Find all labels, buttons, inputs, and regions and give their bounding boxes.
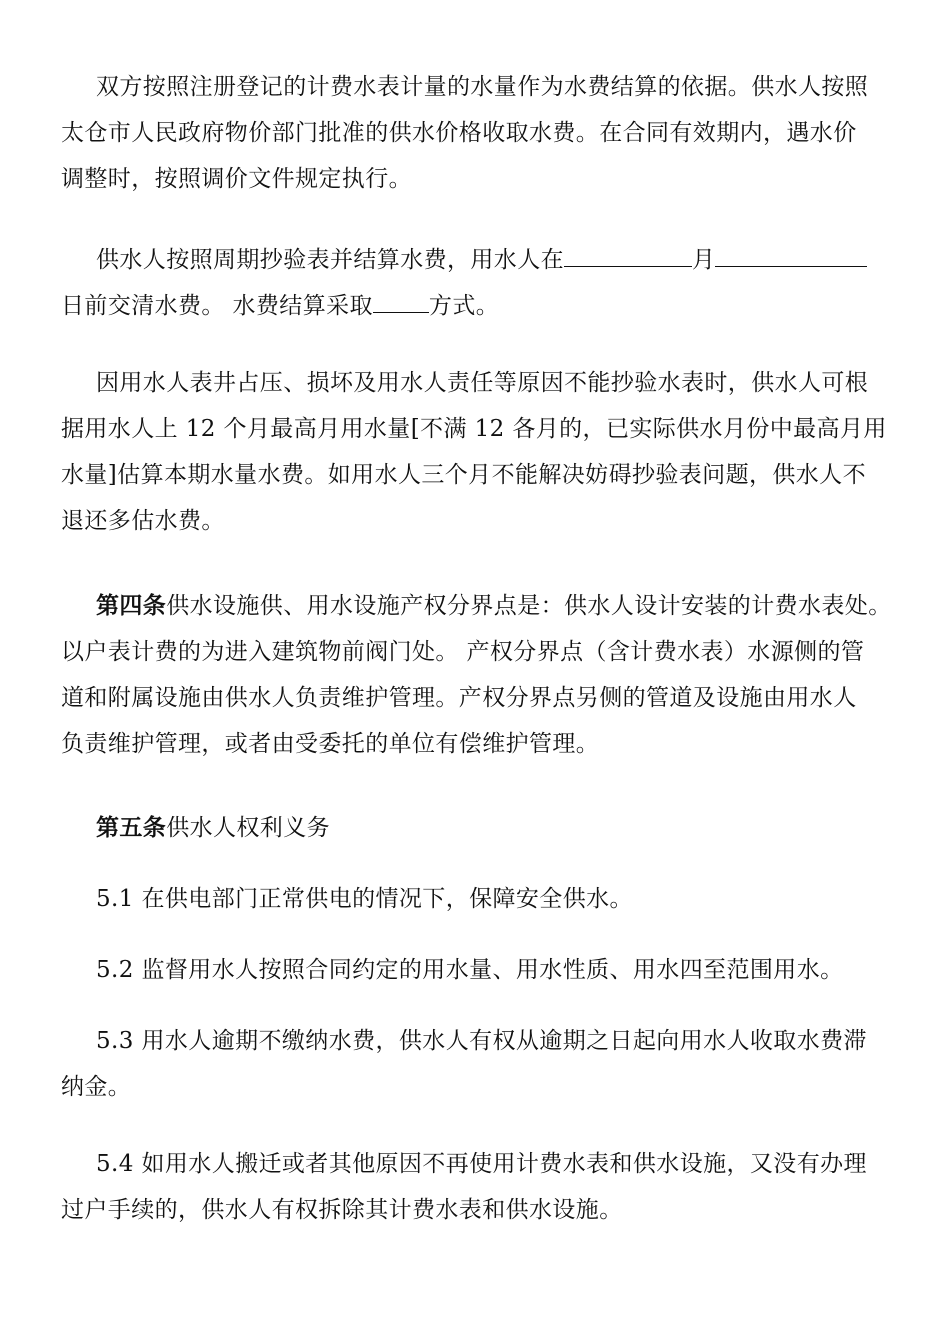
text-line: 水量]估算本期水量水费。如用水人三个月不能解决妨碍抄验表问题，供水人不 bbox=[61, 462, 866, 488]
paragraph-water-fee-basis bbox=[61, 64, 891, 202]
settlement-method-blank-field bbox=[373, 290, 429, 313]
day-blank-field bbox=[715, 244, 867, 267]
text-line bbox=[61, 583, 891, 629]
clause-5-1 bbox=[61, 876, 891, 922]
text-line: 过户手续的，供水人有权拆除其计费水表和供水设施。 bbox=[61, 1197, 623, 1223]
text-line: 道和附属设施由供水人负责维护管理。产权分界点另侧的管道及设施由用水人 bbox=[61, 685, 857, 711]
text-segment: 供水设施供、用水设施产权分界点是：供水人设计安装的计费水表处。 bbox=[166, 593, 892, 619]
month-blank-field bbox=[564, 244, 692, 267]
article-heading: 第四条 bbox=[96, 592, 167, 619]
text-line bbox=[61, 283, 891, 329]
text-line: 据用水人上 12 个月最高月用水量[不满 12 各月的，已实际供水月份中最高月用 bbox=[61, 416, 887, 442]
text-line: 负责维护管理，或者由受委托的单位有偿维护管理。 bbox=[61, 731, 600, 757]
article-5-heading bbox=[61, 805, 891, 851]
text-segment: 方式。 bbox=[428, 293, 500, 319]
article-4-property-boundary bbox=[61, 583, 891, 767]
clause-5-4 bbox=[61, 1141, 891, 1233]
text-line: 双方按照注册登记的计费水表计量的水量作为水费结算的依据。供水人按照 bbox=[96, 74, 869, 100]
text-line: 5.1 在供电部门正常供电的情况下，保障安全供水。 bbox=[96, 886, 633, 912]
paragraph-billing-cycle bbox=[61, 237, 891, 329]
text-line: 以户表计费的为进入建筑物前阀门处。 产权分界点（含计费水表）水源侧的管 bbox=[61, 639, 865, 665]
article-title: 供水人权利义务 bbox=[166, 815, 331, 841]
text-line: 调整时，按照调价文件规定执行。 bbox=[61, 166, 412, 192]
text-line bbox=[61, 237, 891, 283]
text-segment: 日前交清水费。 水费结算采取 bbox=[61, 293, 373, 319]
text-line: 5.4 如用水人搬迁或者其他原因不再使用计费水表和供水设施，又没有办理 bbox=[96, 1151, 867, 1177]
text-line: 太仓市人民政府物价部门批准的供水价格收取水费。在合同有效期内，遇水价 bbox=[61, 120, 857, 146]
text-line: 因用水人表井占压、损坏及用水人责任等原因不能抄验水表时，供水人可根 bbox=[96, 370, 869, 396]
text-line: 5.2 监督用水人按照合同约定的用水量、用水性质、用水四至范围用水。 bbox=[96, 957, 844, 983]
article-heading: 第五条 bbox=[96, 814, 167, 841]
text-line: 5.3 用水人逾期不缴纳水费，供水人有权从逾期之日起向用水人收取水费滞 bbox=[96, 1028, 867, 1054]
clause-5-2 bbox=[61, 947, 891, 993]
text-line: 纳金。 bbox=[61, 1074, 132, 1100]
text-line bbox=[61, 805, 891, 851]
text-segment: 供水人按照周期抄验表并结算水费，用水人在 bbox=[96, 247, 564, 273]
text-line: 退还多估水费。 bbox=[61, 508, 225, 534]
paragraph-estimated-billing bbox=[61, 360, 891, 544]
text-segment: 月 bbox=[692, 247, 716, 273]
clause-5-3 bbox=[61, 1018, 891, 1110]
